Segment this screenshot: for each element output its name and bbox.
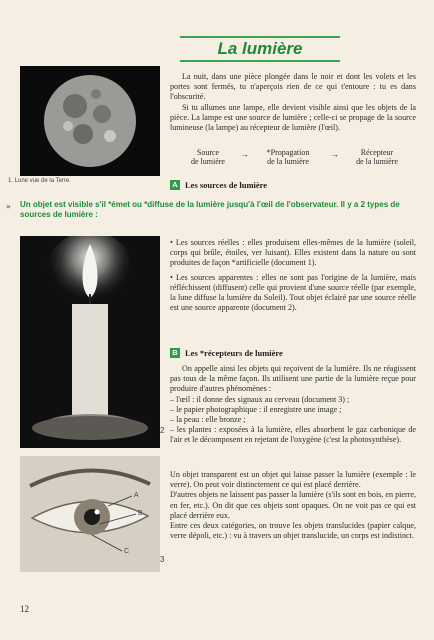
candle-illustration <box>20 236 160 448</box>
page-number: 12 <box>20 604 29 614</box>
list-item: – l'œil : il donne des signaux au cerveau (document 3) ; <box>170 394 350 404</box>
section-title: Les *récepteurs de lumière <box>185 348 283 358</box>
section-a-header <box>170 180 420 192</box>
arrow-right-icon: → <box>331 150 339 159</box>
objets-translucides: Entre ces deux catégories, on trouve les objets translucides (papier calque, verre dépoli, etc.) : vu à travers un objet translucide, un corps est indistinct. <box>170 521 416 541</box>
section-b-header <box>170 348 420 360</box>
intro-paragraph-1: La nuit, dans une pièce plongée dans le noir et dont les volets et les portes sont fermés, tu n'aperçois rien de ce qui t'entoure : tu es dans l'obscurité. <box>170 72 416 102</box>
arrow-right-icon: → <box>241 150 249 159</box>
figure1-caption: 1. Lune vue de la Terre. <box>8 178 71 184</box>
double-arrow-icon: » <box>6 202 11 211</box>
recepteurs-list <box>170 395 416 446</box>
list-item: – le papier photographique : il enregistre une image ; <box>170 404 342 414</box>
moon-illustration <box>20 66 160 176</box>
section-badge: A <box>170 180 180 190</box>
intro-text <box>170 72 416 133</box>
key-point: Un objet est visible s'il *émet ou *diffuse de la lumière jusqu'à l'œil de l'observateur. Il y a 2 types de sources de lumière : <box>20 200 400 219</box>
eye-label-a: A <box>134 492 139 499</box>
objets-opaques: D'autres objets ne laissent pas passer la lumière (s'ils sont en bois, en pierre, en fer, etc.). On dit que ces objets sont opaques. On ne voit pas ce qui est placé derrière eux. <box>170 490 416 520</box>
moon-photo <box>20 66 160 176</box>
figure-number-3: 3 <box>160 555 165 564</box>
page-title: La lumière <box>180 36 340 62</box>
sources-text <box>170 238 416 313</box>
objets-transparent: Un objet transparent est un objet qui laisse passer la lumière (exemple : le verre). On peut voir distinctement ce qui est placé derrière. <box>170 470 416 490</box>
sources-apparentes: • Les sources apparentes : elles ne sont pas l'origine de la lumière, mais réfléchissent (diffusent) celle qui provient d'une source réelle (par exemple, la lune diffuse la lumière du Soleil). Tout objet éclairé par une source réelle est une source apparente (document 2). <box>170 272 416 313</box>
list-item: – la peau : elle bronze ; <box>170 415 246 425</box>
schema-source: Source de lumière <box>191 148 225 166</box>
recepteurs-intro: On appelle ainsi les objets qui reçoivent de la lumière. Ils ne réagissent pas tous de la même façon. Ils utilisent une partie de la lumière reçue pour produire d'autres phénomènes : <box>170 364 416 394</box>
schema-propagation: *Propagation de la lumière <box>266 148 310 166</box>
light-path-schema <box>178 146 418 172</box>
eye-label-b: B <box>138 510 143 517</box>
recepteurs-text <box>170 364 416 446</box>
candle-photo <box>20 236 160 448</box>
schema-recepteur: Récepteur de la lumière <box>356 148 398 166</box>
figure-number-2: 2 <box>160 426 165 435</box>
section-title: Les sources de lumière <box>185 180 268 190</box>
eye-photo <box>20 456 160 572</box>
sources-reelles: • Les sources réelles : elles produisent elles-mêmes de la lumière (soleil, corps qui brûle, étoiles, ver luisant). Elles existent dans la nature ou sont produites de façon *artificielle (document 1). <box>170 238 416 268</box>
list-item: – les plantes : exposées à la lumière, elles absorbent le gaz carbonique de l'air et le décomposent en rejetant de l'oxygène (c'est la photosynthèse). <box>170 425 416 445</box>
eye-label-c: C <box>124 548 130 555</box>
section-badge: B <box>170 348 180 358</box>
objets-text <box>170 470 416 541</box>
intro-paragraph-2: Si tu allumes une lampe, elle devient visible ainsi que les objets de la pièce. La lampe est une source de lumière ; celle-ci se propage de la source lumineuse (la lampe) au récepteur de lumière (l'œil). <box>170 102 416 133</box>
